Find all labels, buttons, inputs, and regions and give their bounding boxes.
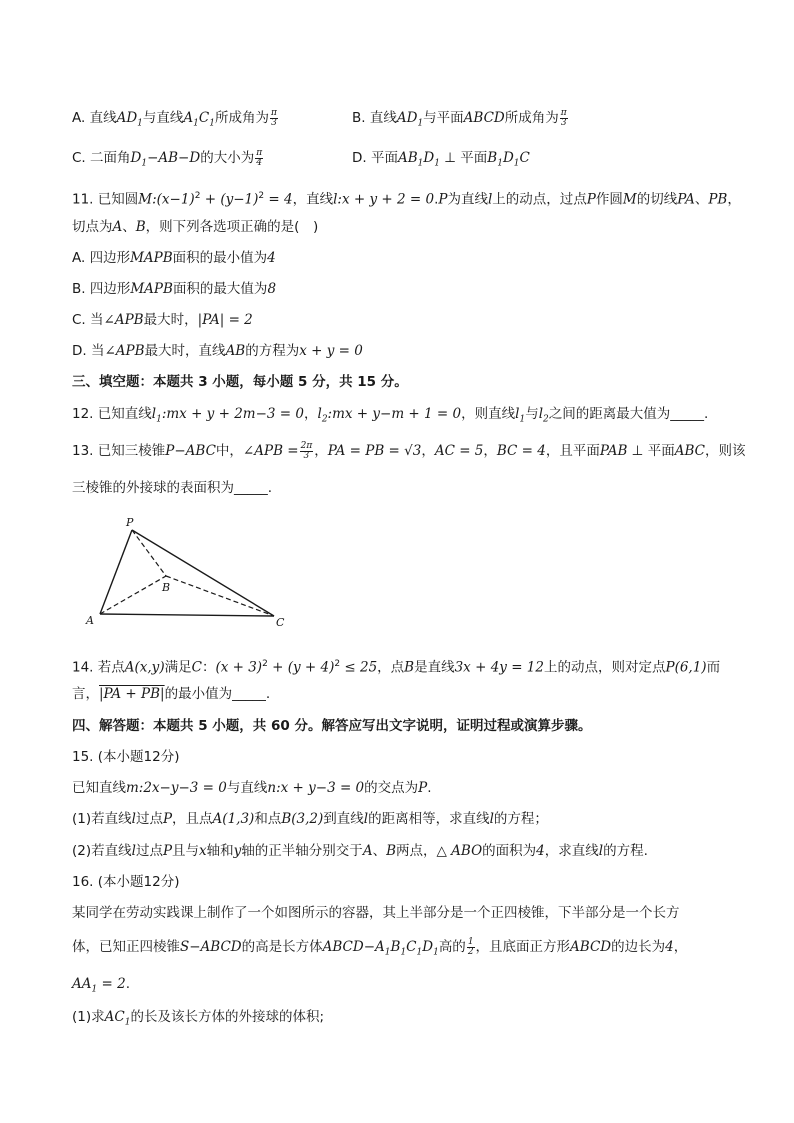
q11-stem-line1: 11. 已知圆$M:(x-1)^2 + (y-1)^2 = 4$，直线l:x + y + 2 = 0.P为直线l上的动点，过点P作圆M的切线PA、PB， [72, 191, 741, 208]
edge-ab [100, 576, 166, 614]
q16-part-1: (1)求$AC_1$的长及该长方体的外接球的体积; [72, 1009, 325, 1028]
vertex-label-b: B [162, 581, 171, 594]
q12-answer-blank: _____ [670, 406, 704, 422]
q11-option-b: B. 四边形MAPB面积的最大值为8 [72, 281, 277, 297]
q14-stem-line1: 14. 若点A(x,y)满足C：$(x + 3)^2 + (y + 4)^2 \le 25$，点B是直线3x + 4y = 12上的动点，则对定点P(6,1)而 [72, 659, 721, 676]
q16-heading: 16. (本小题12分) [72, 874, 180, 890]
edge-pb [132, 530, 166, 576]
edge-pa [100, 530, 132, 614]
tetrahedron-figure [80, 512, 300, 634]
q15-heading: 15. (本小题12分) [72, 749, 180, 765]
q10-option-a: A. 直线$AD_1$与直线$A_1C_1$所成角为 $\frac{\pi}{3}$ [72, 107, 277, 129]
edge-ac [100, 614, 274, 616]
q16-stem-line1: 某同学在劳动实践课上制作了一个如图所示的容器，其上半部分是一个正四棱锥，下半部分是一个长方 [72, 905, 680, 921]
q10-option-b: B. 直线$AD_1$与平面ABCD所成角为 $\frac{\pi}{3}$ [352, 107, 567, 129]
q12-stem: 12. 已知直线$l_1:mx + y + 2m-3 = 0$，$l_2:mx + y-m + 1 = 0$，则直线$l_1$与$l_2$之间的距离最大值为_____. [72, 406, 709, 425]
edge-bc [166, 576, 274, 616]
q13-stem-line2: 三棱锥的外接球的表面积为_____. [72, 480, 273, 496]
q11-option-a: A. 四边形MAPB面积的最小值为4 [72, 250, 276, 266]
q15-stem: 已知直线m:2x−y−3 = 0与直线n:x + y−3 = 0的交点为P. [72, 780, 432, 796]
q11-stem-line2: 切点为A、B，则下列各选项正确的是( ) [72, 219, 319, 235]
q15-part-2: (2)若直线l过点P且与x轴和y轴的正半轴分别交于A、B两点，△ ABO的面积为4，求直线l的方程. [72, 843, 648, 859]
q11-option-c: C. 当∠APB最大时，|PA| = 2 [72, 312, 253, 328]
q13-answer-blank: _____ [234, 480, 268, 496]
q14-stem-line2: 言，|PA + PB|的最小值为_____. [72, 686, 271, 702]
q10-option-c: C. 二面角$D_1-AB-D$的大小为 $\frac{\pi}{4}$ [72, 147, 263, 169]
q15-part-1: (1)若直线l过点P，且点A(1,3)和点B(3,2)到直线l的距离相等，求直线l的方程； [72, 811, 548, 827]
vertex-label-c: C [276, 616, 285, 629]
q13-stem-line1: 13. 已知三棱锥P−ABC中，∠APB = $\frac{2\pi}{3}$ ，PA = PB = √3，AC = 5，BC = 4，且平面PAB ⊥ 平面ABC，则该 [72, 440, 746, 461]
section-4-heading: 四、解答题：本题共 5 小题，共 60 分。解答应写出文字说明，证明过程或演算步骤。 [72, 718, 592, 734]
q11-option-d: D. 当∠APB最大时，直线AB的方程为x + y = 0 [72, 343, 363, 359]
q16-stem-line2: 体，已知正四棱锥S−ABCD的高是长方体$ABCD-A_1B_1C_1D_1$高的 $\frac{1}{2}$ ，且底面正方形ABCD的边长为4， [72, 936, 688, 958]
edge-pc [132, 530, 274, 616]
q16-stem-line3: $AA_1 = 2$. [72, 976, 131, 995]
vertex-label-a: A [86, 614, 94, 627]
q10-option-d: D. 平面$AB_1D_1$ ⊥ 平面$B_1D_1C$ [352, 150, 530, 169]
section-3-heading: 三、填空题：本题共 3 小题，每小题 5 分，共 15 分。 [72, 374, 408, 390]
vertex-label-p: P [126, 516, 134, 529]
q14-answer-blank: _____ [232, 686, 266, 702]
